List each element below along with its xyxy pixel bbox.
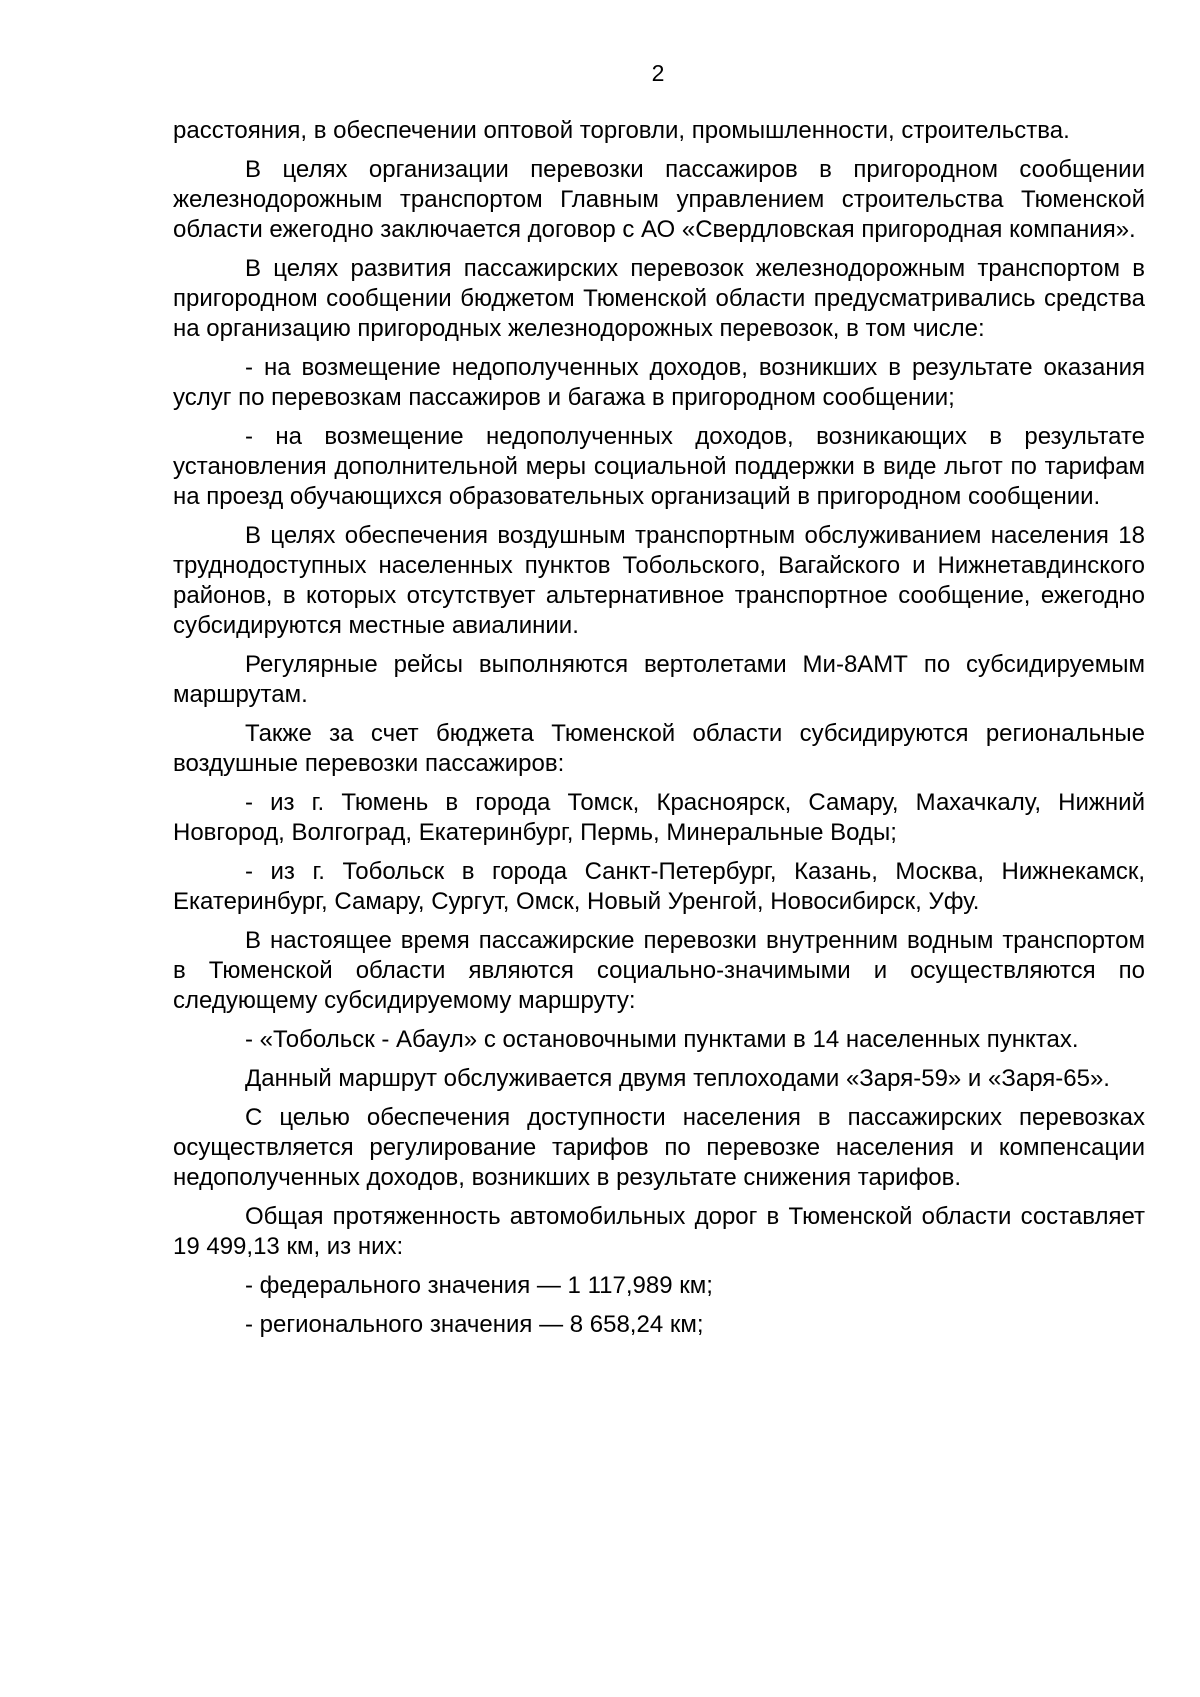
paragraph-helicopter-flights: Регулярные рейсы выполняются вертолетами Ми-8АМТ по субсидируемым маршрутам. — [173, 651, 1145, 708]
list-item-rail-student-benefits: - на возмещение недополученных доходов, возникающих в результате установления дополнительной меры социальной поддержки в виде льгот по тарифам на проезд обучающихся образовательных организаций в пригородном сообщении. — [173, 423, 1145, 510]
paragraph-tariff-regulation: С целью обеспечения доступности населения в пассажирских перевозках осуществляется регулирование тарифов по перевозке населения и компенсации недополученных доходов, возникших в результате снижения тарифов. — [173, 1104, 1145, 1191]
list-item-water-route: - «Тобольск - Абаул» с остановочными пунктами в 14 населенных пунктах. — [245, 1026, 1079, 1053]
list-item-federal-roads: - федерального значения — 1 117,989 км; — [245, 1272, 713, 1299]
paragraph-local-airlines: В целях обеспечения воздушным транспортным обслуживанием населения 18 труднодоступных населенных пунктов Тобольского, Вагайского и Нижнетавдинского районов, в которых отсутствует альтернативное транспортное сообщение, ежегодно субсидируются местные авиалинии. — [173, 522, 1145, 639]
list-item-regional-roads: - регионального значения — 8 658,24 км; — [245, 1311, 704, 1338]
paragraph-rail-contract: В целях организации перевозки пассажиров в пригородном сообщении железнодорожным транспортом Главным управлением строительства Тюменской области ежегодно заключается договор с АО «Свердловская пригородная компания». — [173, 156, 1145, 243]
paragraph-water-transport: В настоящее время пассажирские перевозки внутренним водным транспортом в Тюменской области являются социально-значимыми и осуществляются по следующему субсидируемому маршруту: — [173, 927, 1145, 1014]
paragraph-regional-air: Также за счет бюджета Тюменской области субсидируются региональные воздушные перевозки пассажиров: — [173, 720, 1145, 777]
list-item-tobolsk-routes: - из г. Тобольск в города Санкт-Петербург, Казань, Москва, Нижнекамск, Екатеринбург, Самару, Сургут, Омск, Новый Уренгой, Новосибирск, Уфу. — [173, 858, 1145, 915]
paragraph-motor-ships: Данный маршрут обслуживается двумя теплоходами «Заря-59» и «Заря-65». — [245, 1065, 1110, 1092]
paragraph-rail-development: В целях развития пассажирских перевозок железнодорожным транспортом в пригородном сообщении бюджетом Тюменской области предусматривались средства на организацию пригородных железнодорожных перевозок, в том числе: — [173, 255, 1145, 342]
list-item-rail-revenue-loss: - на возмещение недополученных доходов, возникших в результате оказания услуг по перевозкам пассажиров и багажа в пригородном сообщении; — [173, 354, 1145, 411]
paragraph-continuation: расстояния, в обеспечении оптовой торговли, промышленности, строительства. — [173, 117, 1070, 144]
list-item-tyumen-routes: - из г. Тюмень в города Томск, Красноярск, Самару, Махачкалу, Нижний Новгород, Волгоград, Екатеринбург, Пермь, Минеральные Воды; — [173, 789, 1145, 846]
paragraph-roads-total: Общая протяженность автомобильных дорог в Тюменской области составляет 19 499,13 км, из них: — [173, 1203, 1145, 1260]
document-body — [173, 116, 1145, 1349]
page-number: 2 — [651, 60, 665, 86]
